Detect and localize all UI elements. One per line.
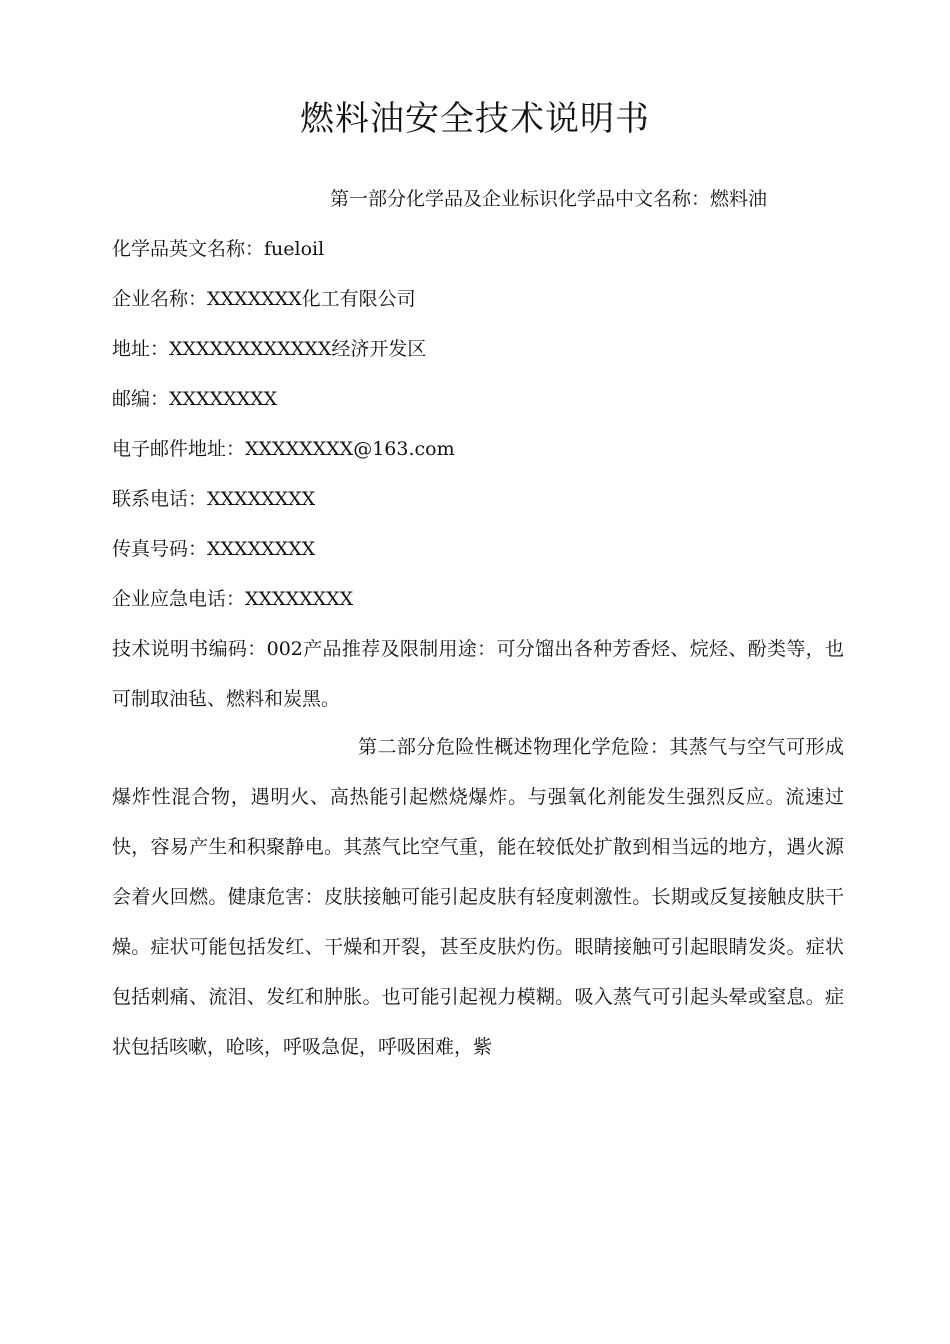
email-line: 电子邮件地址：XXXXXXXX@163.com — [112, 438, 455, 460]
hazard-paragraph: 第二部分危险性概述物理化学危险：其蒸气与空气可形成爆炸性混合物，遇明火、高热能引起燃烧爆炸。与强氧化剂能发生强烈反应。流速过快，容易产生和积聚静电。其蒸气比空气重，能在较低处扩散到相当远的地方，遇火源会着火回燃。健康危害：皮肤接触可能引起皮肤有轻度刺激性。长期或反复接触皮肤干燥。症状可能包括发红、干燥和开裂，甚至皮肤灼伤。眼睛接触可引起眼睛发炎。症状包括刺痛、流泪、发红和肿胀。也可能引起视力模糊。吸入蒸气可引起头晕或窒息。症状包括咳嗽，呛咳，呼吸急促，呼吸困难，紫 — [112, 736, 844, 1058]
company-name-line: 企业名称：XXXXXXX化工有限公司 — [112, 288, 416, 310]
emergency-phone-line: 企业应急电话：XXXXXXXX — [112, 588, 354, 610]
address-line: 地址：XXXXXXXXXXXX经济开发区 — [112, 338, 427, 360]
postcode-line: 邮编：XXXXXXXX — [112, 388, 278, 410]
section-1-company-identification — [112, 174, 844, 724]
section-2-hazard-overview — [112, 722, 844, 1072]
section-1-heading-line: 第一部分化学品及企业标识化学品中文名称：燃料油 — [330, 188, 768, 210]
document-title: 燃料油安全技术说明书 — [300, 99, 650, 139]
fax-line: 传真号码：XXXXXXXX — [112, 538, 316, 560]
usage-paragraph: 技术说明书编码：002产品推荐及限制用途：可分馏出各种芳香烃、烷烃、酚类等，也可制取油毡、燃料和炭黑。 — [112, 638, 844, 710]
phone-line: 联系电话：XXXXXXXX — [112, 488, 316, 510]
english-name-line: 化学品英文名称：fueloil — [112, 238, 325, 260]
